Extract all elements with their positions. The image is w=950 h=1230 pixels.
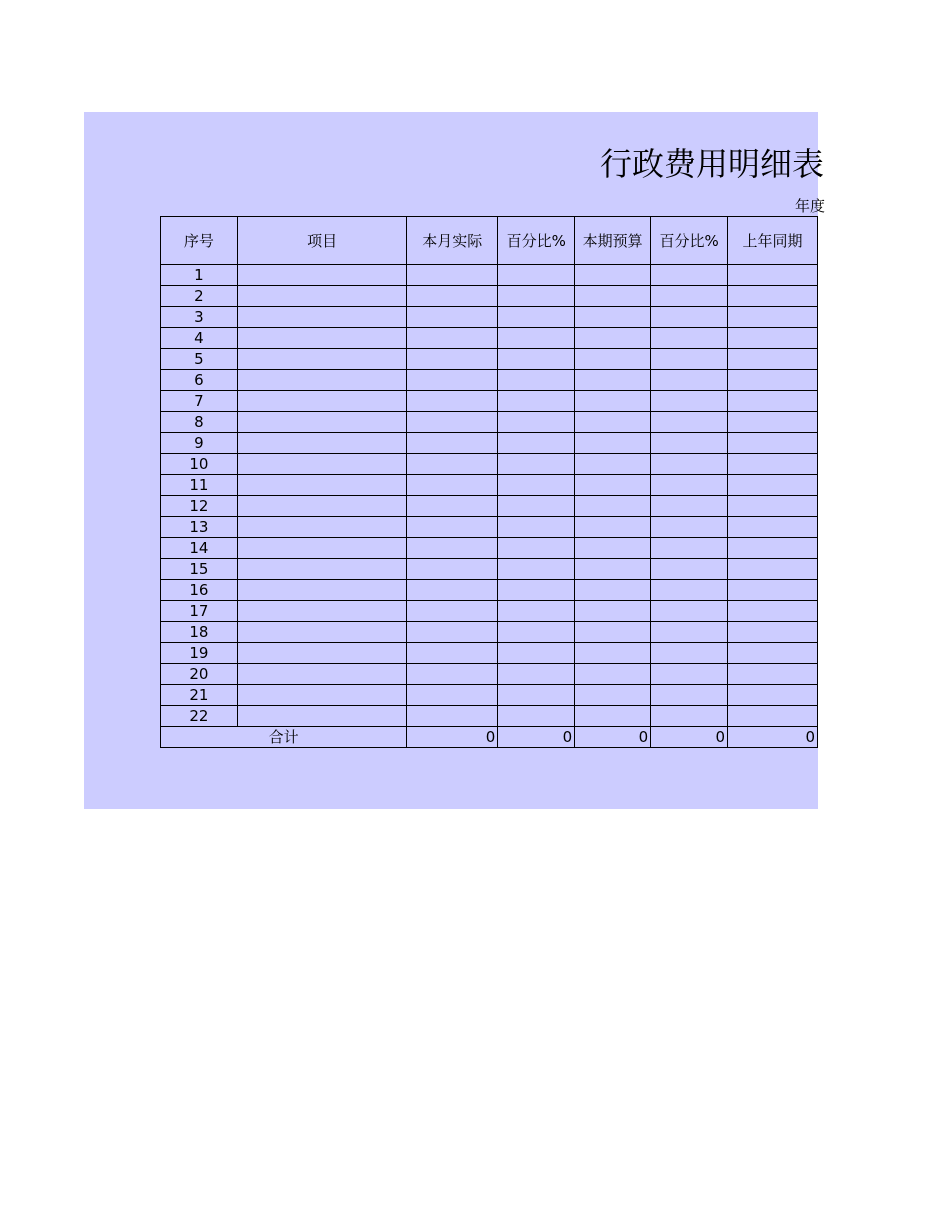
table-row (161, 349, 818, 370)
table-cell[interactable] (498, 517, 575, 538)
table-cell[interactable] (237, 286, 407, 307)
row-number-cell[interactable]: 1 (161, 265, 238, 286)
row-number-cell[interactable]: 16 (161, 580, 238, 601)
table-row (161, 664, 818, 685)
table-cell[interactable] (498, 454, 575, 475)
table-cell[interactable] (575, 391, 651, 412)
table-row (161, 580, 818, 601)
table-row (161, 328, 818, 349)
table-cell[interactable] (407, 685, 498, 706)
table-cell[interactable] (728, 643, 818, 664)
total-period-budget[interactable]: 0 (575, 727, 651, 748)
table-cell[interactable] (498, 496, 575, 517)
table-cell[interactable] (728, 601, 818, 622)
table-cell[interactable] (237, 706, 407, 727)
table-cell[interactable] (237, 349, 407, 370)
table-cell[interactable] (728, 517, 818, 538)
table-cell[interactable] (651, 496, 728, 517)
table-cell[interactable] (498, 622, 575, 643)
table-cell[interactable] (498, 538, 575, 559)
row-number-cell[interactable]: 7 (161, 391, 238, 412)
table-cell[interactable] (575, 412, 651, 433)
table-cell[interactable] (728, 433, 818, 454)
table-cell[interactable] (237, 307, 407, 328)
table-cell[interactable] (651, 307, 728, 328)
row-number-cell[interactable]: 8 (161, 412, 238, 433)
spreadsheet-area (84, 112, 826, 809)
row-number-cell[interactable]: 10 (161, 454, 238, 475)
row-number-cell[interactable]: 19 (161, 643, 238, 664)
table-cell[interactable] (651, 559, 728, 580)
table-cell[interactable] (498, 601, 575, 622)
table-cell[interactable] (237, 580, 407, 601)
table-row (161, 496, 818, 517)
table-cell[interactable] (407, 349, 498, 370)
row-number-cell[interactable]: 21 (161, 685, 238, 706)
table-cell[interactable] (728, 685, 818, 706)
table-cell[interactable] (407, 286, 498, 307)
table-cell[interactable] (498, 706, 575, 727)
header-item[interactable]: 项目 (237, 217, 407, 265)
table-cell[interactable] (651, 517, 728, 538)
table-cell[interactable] (498, 685, 575, 706)
table-cell[interactable] (728, 580, 818, 601)
table-row (161, 286, 818, 307)
table-cell[interactable] (498, 643, 575, 664)
total-percent-1[interactable]: 0 (498, 727, 575, 748)
table-cell[interactable] (237, 391, 407, 412)
row-number-cell[interactable]: 11 (161, 475, 238, 496)
table-cell[interactable] (575, 664, 651, 685)
table-cell[interactable] (237, 496, 407, 517)
table-cell[interactable] (498, 328, 575, 349)
table-cell[interactable] (728, 391, 818, 412)
row-number-cell[interactable]: 12 (161, 496, 238, 517)
table-cell[interactable] (237, 433, 407, 454)
table-cell[interactable] (407, 559, 498, 580)
header-row (161, 217, 818, 265)
row-number-cell[interactable]: 14 (161, 538, 238, 559)
table-cell[interactable] (728, 307, 818, 328)
table-cell[interactable] (407, 664, 498, 685)
table-cell[interactable] (407, 601, 498, 622)
table-cell[interactable] (498, 370, 575, 391)
row-number-cell[interactable]: 18 (161, 622, 238, 643)
header-percent-2[interactable]: 百分比% (651, 217, 728, 265)
header-month-actual[interactable]: 本月实际 (407, 217, 498, 265)
row-number-cell[interactable]: 22 (161, 706, 238, 727)
table-row (161, 643, 818, 664)
table-cell[interactable] (407, 517, 498, 538)
table-cell[interactable] (651, 412, 728, 433)
table-cell[interactable] (407, 433, 498, 454)
total-row (161, 727, 818, 748)
table-cell[interactable] (728, 664, 818, 685)
table-row (161, 517, 818, 538)
table-cell[interactable] (575, 643, 651, 664)
table-cell[interactable] (237, 454, 407, 475)
table-cell[interactable] (237, 643, 407, 664)
table-cell[interactable] (651, 391, 728, 412)
table-row (161, 538, 818, 559)
sheet-title: 行政费用明细表 (600, 145, 825, 183)
table-cell[interactable] (237, 265, 407, 286)
table-cell[interactable] (651, 538, 728, 559)
table-cell[interactable] (651, 349, 728, 370)
table-cell[interactable] (575, 370, 651, 391)
table-cell[interactable] (237, 517, 407, 538)
table-cell[interactable] (498, 349, 575, 370)
table-cell[interactable] (728, 622, 818, 643)
table-cell[interactable] (237, 328, 407, 349)
table-cell[interactable] (575, 307, 651, 328)
table-cell[interactable] (498, 559, 575, 580)
table-cell[interactable] (575, 454, 651, 475)
table-row (161, 412, 818, 433)
table-row (161, 433, 818, 454)
table-cell[interactable] (498, 265, 575, 286)
table-cell[interactable] (651, 433, 728, 454)
table-row (161, 307, 818, 328)
row-number-cell[interactable]: 13 (161, 517, 238, 538)
table-cell[interactable] (575, 685, 651, 706)
row-number-cell[interactable]: 2 (161, 286, 238, 307)
table-cell[interactable] (407, 412, 498, 433)
table-row (161, 706, 818, 727)
table-row (161, 391, 818, 412)
table-cell[interactable] (407, 370, 498, 391)
table-cell[interactable] (407, 391, 498, 412)
table-cell[interactable] (237, 370, 407, 391)
table-cell[interactable] (651, 622, 728, 643)
table-cell[interactable] (575, 475, 651, 496)
table-cell[interactable] (407, 328, 498, 349)
table-cell[interactable] (575, 706, 651, 727)
table-cell[interactable] (407, 496, 498, 517)
table-cell[interactable] (498, 307, 575, 328)
header-percent-1[interactable]: 百分比% (498, 217, 575, 265)
table-row (161, 559, 818, 580)
table-cell[interactable] (575, 622, 651, 643)
table-cell[interactable] (237, 601, 407, 622)
table-cell[interactable] (407, 265, 498, 286)
table-cell[interactable] (728, 706, 818, 727)
table-cell[interactable] (575, 286, 651, 307)
table-cell[interactable] (651, 454, 728, 475)
table-cell[interactable] (651, 370, 728, 391)
table-cell[interactable] (407, 580, 498, 601)
table-cell[interactable] (498, 580, 575, 601)
row-number-cell[interactable]: 20 (161, 664, 238, 685)
header-serial[interactable]: 序号 (161, 217, 238, 265)
header-last-year[interactable]: 上年同期 (728, 217, 818, 265)
table-cell[interactable] (575, 433, 651, 454)
table-cell[interactable] (728, 328, 818, 349)
table-cell[interactable] (237, 475, 407, 496)
table-cell[interactable] (237, 538, 407, 559)
total-label[interactable]: 合计 (161, 727, 407, 748)
year-label: 年度 (795, 197, 826, 215)
row-number-cell[interactable]: 9 (161, 433, 238, 454)
table-cell[interactable] (407, 538, 498, 559)
table-cell[interactable] (728, 370, 818, 391)
table-cell[interactable] (651, 265, 728, 286)
table-cell[interactable] (237, 412, 407, 433)
row-number-cell[interactable]: 6 (161, 370, 238, 391)
table-cell[interactable] (651, 580, 728, 601)
row-number-cell[interactable]: 3 (161, 307, 238, 328)
table-cell[interactable] (237, 685, 407, 706)
table-row (161, 622, 818, 643)
table-row (161, 454, 818, 475)
table-cell[interactable] (575, 517, 651, 538)
table-row (161, 265, 818, 286)
table-cell[interactable] (575, 559, 651, 580)
row-number-cell[interactable]: 4 (161, 328, 238, 349)
table-cell[interactable] (728, 496, 818, 517)
total-month-actual[interactable]: 0 (407, 727, 498, 748)
table-cell[interactable] (728, 538, 818, 559)
table-cell[interactable] (575, 328, 651, 349)
table-cell[interactable] (498, 286, 575, 307)
expense-table (160, 216, 818, 748)
table-row (161, 601, 818, 622)
table-row (161, 475, 818, 496)
table-cell[interactable] (651, 643, 728, 664)
table-cell[interactable] (651, 601, 728, 622)
row-number-cell[interactable]: 5 (161, 349, 238, 370)
table-cell[interactable] (575, 601, 651, 622)
table-cell[interactable] (728, 349, 818, 370)
table-cell[interactable] (407, 706, 498, 727)
table-cell[interactable] (728, 265, 818, 286)
table-cell[interactable] (728, 286, 818, 307)
table-cell[interactable] (651, 685, 728, 706)
table-cell[interactable] (575, 538, 651, 559)
header-period-budget[interactable]: 本期预算 (575, 217, 651, 265)
table-cell[interactable] (498, 391, 575, 412)
table-cell[interactable] (498, 433, 575, 454)
table-cell[interactable] (651, 286, 728, 307)
table-cell[interactable] (728, 475, 818, 496)
table-cell[interactable] (407, 454, 498, 475)
table-cell[interactable] (575, 496, 651, 517)
row-number-cell[interactable]: 15 (161, 559, 238, 580)
table-cell[interactable] (407, 622, 498, 643)
table-cell[interactable] (651, 706, 728, 727)
table-cell[interactable] (237, 559, 407, 580)
table-cell[interactable] (728, 454, 818, 475)
table-cell[interactable] (575, 580, 651, 601)
table-cell[interactable] (651, 664, 728, 685)
row-number-cell[interactable]: 17 (161, 601, 238, 622)
table-cell[interactable] (651, 475, 728, 496)
table-cell[interactable] (498, 412, 575, 433)
table-cell[interactable] (651, 328, 728, 349)
table-cell[interactable] (237, 622, 407, 643)
total-last-year[interactable]: 0 (728, 727, 818, 748)
table-cell[interactable] (237, 664, 407, 685)
table-cell[interactable] (728, 559, 818, 580)
table-cell[interactable] (575, 265, 651, 286)
total-percent-2[interactable]: 0 (651, 727, 728, 748)
table-cell[interactable] (407, 475, 498, 496)
table-cell[interactable] (498, 475, 575, 496)
table-row (161, 370, 818, 391)
table-cell[interactable] (728, 412, 818, 433)
table-cell[interactable] (498, 664, 575, 685)
table-cell[interactable] (407, 307, 498, 328)
table-row (161, 685, 818, 706)
table-cell[interactable] (575, 349, 651, 370)
table-cell[interactable] (407, 643, 498, 664)
